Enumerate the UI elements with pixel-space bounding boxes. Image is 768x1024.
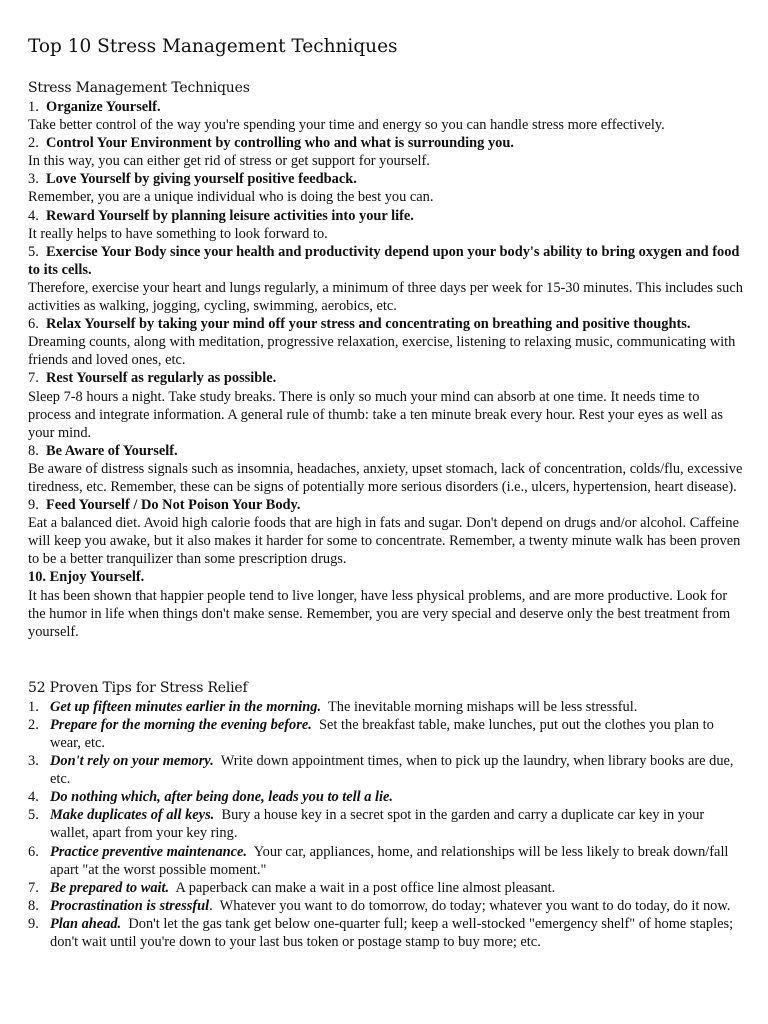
- technique-item: [28, 315, 744, 369]
- technique-body: It really helps to have something to look forward to.: [28, 225, 328, 242]
- technique-item: [28, 369, 744, 441]
- tip-item: [28, 752, 744, 788]
- tip-title: Practice preventive maintenance.: [50, 843, 248, 860]
- tip-title: Procrastination is stressful: [50, 897, 210, 914]
- tip-title: Plan ahead.: [50, 915, 122, 932]
- technique-title: Love Yourself by giving yourself positive feedback.: [46, 171, 357, 188]
- tip-title: Do nothing which, after being done, leads you to tell a lie.: [50, 789, 393, 806]
- technique-number: 2.: [28, 135, 39, 152]
- tip-number: 5.: [28, 807, 39, 824]
- tip-body: Don't let the gas tank get below one-quarter full; keep a well-stocked "emergency shelf" of home staples; don't wait until you're down to your last bus token or postage stamp to buy more; etc.: [50, 915, 737, 951]
- tip-number: 1.: [28, 698, 39, 715]
- tip-number: 3.: [28, 753, 39, 770]
- document-title: Top 10 Stress Management Techniques: [28, 36, 398, 57]
- technique-number: 6.: [28, 316, 39, 333]
- tip-item: [28, 806, 744, 842]
- tip-title: Don't rely on your memory.: [50, 753, 214, 770]
- technique-title: Organize Yourself.: [46, 99, 161, 115]
- technique-body: It has been shown that happier people tend to live longer, have less physical problems, and are more productive. Look for the humor in life when things don't make sense. Remember, you are very special and deserve only the best treatment from yourself.: [28, 587, 731, 640]
- technique-item: [28, 568, 744, 640]
- tip-body: Write down appointment times, when to pick up the laundry, when library books are due, etc.: [50, 753, 738, 788]
- tip-number: 7.: [28, 879, 39, 896]
- techniques-heading: Stress Management Techniques: [28, 80, 250, 96]
- tip-title: Prepare for the morning the evening before.: [50, 716, 312, 733]
- technique-number: 10.: [28, 569, 46, 586]
- technique-item: [28, 243, 744, 315]
- technique-number: 8.: [28, 442, 39, 459]
- technique-body: In this way, you can either get rid of stress or get support for yourself.: [28, 153, 430, 170]
- technique-body: Therefore, exercise your heart and lungs regularly, a minimum of three days per week for 15-30 minutes. This includes such activities as walking, jogging, cycling, swimming, aerobics, etc.: [28, 279, 743, 315]
- tip-body: Set the breakfast table, make lunches, put out the clothes you plan to wear, etc.: [50, 716, 718, 751]
- technique-item: [28, 496, 744, 568]
- tips-list: [28, 698, 744, 951]
- tips-section: [28, 678, 744, 951]
- tip-item: [28, 897, 744, 915]
- tip-item: [28, 716, 744, 752]
- tip-number: 8.: [28, 897, 39, 914]
- technique-body: Remember, you are a unique individual who is doing the best you can.: [28, 189, 434, 206]
- tip-number: 6.: [28, 843, 39, 860]
- technique-title: Relax Yourself by taking your mind off your stress and concentrating on breathing and positive thoughts.: [46, 316, 691, 333]
- technique-body: Eat a balanced diet. Avoid high calorie foods that are high in fats and sugar. Don't depend on drugs and/or alcohol. Caffeine will keep you awake, but it also makes it harder for some to concentrate. Remember, a twenty minute walk has been proven to be a better tranquilizer than some prescription drugs.: [28, 515, 741, 568]
- technique-title: Enjoy Yourself.: [49, 569, 145, 586]
- technique-item: [28, 134, 744, 170]
- technique-body: Take better control of the way you're spending your time and energy so you can handle stress more effectively.: [28, 117, 665, 134]
- technique-title: Reward Yourself by planning leisure activities into your life.: [46, 207, 414, 224]
- tip-title: Get up fifteen minutes earlier in the morning.: [50, 698, 322, 715]
- technique-number: 1.: [28, 99, 39, 115]
- technique-title: Feed Yourself / Do Not Poison Your Body.: [46, 497, 301, 514]
- tip-body: Bury a house key in a secret spot in the garden and carry a duplicate car key in your wallet, apart from your key ring.: [50, 807, 708, 842]
- tip-number: 4.: [28, 789, 39, 806]
- tip-item: [28, 788, 744, 806]
- technique-item: [28, 207, 744, 243]
- technique-number: 3.: [28, 171, 39, 188]
- technique-number: 7.: [28, 370, 39, 387]
- technique-title: Rest Yourself as regularly as possible.: [46, 370, 277, 387]
- tips-heading: 52 Proven Tips for Stress Relief: [28, 679, 248, 696]
- technique-body: Dreaming counts, along with meditation, progressive relaxation, exercise, listening to relaxing music, communicating with friends and loved ones, etc.: [28, 334, 736, 369]
- tip-item: [28, 915, 744, 951]
- tip-body: . Whatever you want to do tomorrow, do today; whatever you want to do today, do it now.: [209, 897, 731, 914]
- tip-item: [28, 843, 744, 879]
- tip-body: Your car, appliances, home, and relationships will be less likely to break down/fall apart "at the worst possible moment.": [50, 843, 733, 878]
- technique-item: [28, 442, 744, 496]
- technique-body: Sleep 7-8 hours a night. Take study breaks. There is only so much your mind can absorb at one time. It needs time to process and integrate information. A general rule of thumb: take a ten minute break every hour. Rest your eyes as well as your mind.: [28, 388, 723, 441]
- tip-body: The inevitable morning mishaps will be less stressful.: [321, 698, 638, 715]
- tip-item: [28, 698, 744, 716]
- tip-item: [28, 879, 744, 897]
- techniques-list: [28, 98, 744, 641]
- tip-number: 2.: [28, 716, 39, 733]
- technique-title: Exercise Your Body since your health and productivity depend upon your body's ability to bring oxygen and food to its cells.: [28, 243, 740, 278]
- tip-title: Be prepared to wait.: [50, 879, 170, 896]
- technique-title: Be Aware of Yourself.: [46, 442, 178, 459]
- tip-title: Make duplicates of all keys.: [50, 807, 215, 824]
- document-page: [28, 36, 744, 951]
- technique-item: [28, 98, 744, 134]
- tip-body: A paperback can make a wait in a post office line almost pleasant.: [169, 879, 556, 896]
- technique-number: 4.: [28, 207, 39, 224]
- technique-item: [28, 170, 744, 206]
- tip-number: 9.: [28, 915, 39, 932]
- technique-number: 5.: [28, 243, 39, 260]
- technique-title: Control Your Environment by controlling who and what is surrounding you.: [46, 135, 514, 152]
- technique-body: Be aware of distress signals such as insomnia, headaches, anxiety, upset stomach, lack of concentration, colds/flu, excessive tiredness, etc. Remember, these can be signs of potentially more serious disorders (i.e., ulcers, hypertension, heart disease).: [28, 460, 743, 495]
- technique-number: 9.: [28, 497, 39, 514]
